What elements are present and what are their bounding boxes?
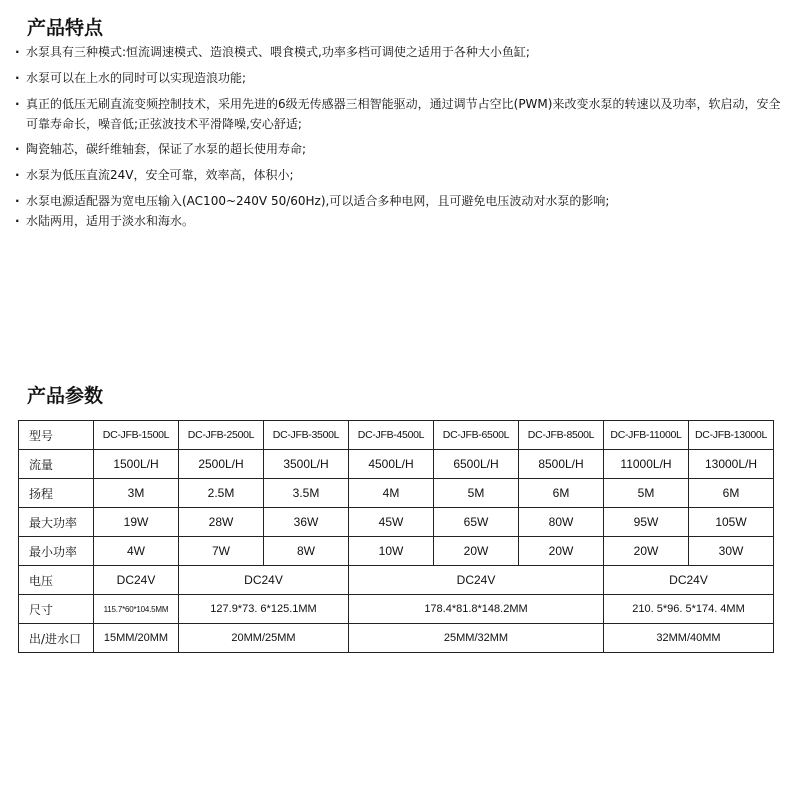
feature-item: · 陶瓷轴芯，碳纤维轴套，保证了水泵的超长使用寿命; (14, 139, 788, 159)
max-power-cell: 19W (94, 508, 179, 537)
model-cell: DC-JFB-2500L (179, 421, 264, 450)
size-cell: 115.7*60*104.5MM (94, 595, 179, 624)
flow-cell: 6500L/H (434, 450, 519, 479)
min-power-cell: 7W (179, 537, 264, 566)
port-cell: 15MM/20MM (94, 624, 179, 653)
row-voltage (19, 566, 774, 595)
row-min-power (19, 537, 774, 566)
label-min-power: 最小功率 (19, 537, 94, 566)
size-cell: 210. 5*96. 5*174. 4MM (604, 595, 774, 624)
max-power-cell: 105W (689, 508, 774, 537)
model-cell: DC-JFB-3500L (264, 421, 349, 450)
label-head: 扬程 (19, 479, 94, 508)
flow-cell: 2500L/H (179, 450, 264, 479)
voltage-cell: DC24V (179, 566, 349, 595)
label-max-power: 最大功率 (19, 508, 94, 537)
model-cell: DC-JFB-4500L (349, 421, 434, 450)
feature-item: · 水陆两用，适用于淡水和海水。 (14, 211, 788, 231)
model-cell: DC-JFB-11000L (604, 421, 689, 450)
max-power-cell: 95W (604, 508, 689, 537)
max-power-cell: 65W (434, 508, 519, 537)
feature-item: · 水泵为低压直流24V，安全可靠，效率高，体积小; (14, 165, 788, 185)
row-model (19, 421, 774, 450)
size-cell: 127.9*73. 6*125.1MM (179, 595, 349, 624)
row-flow (19, 450, 774, 479)
flow-cell: 4500L/H (349, 450, 434, 479)
port-cell: 20MM/25MM (179, 624, 349, 653)
port-cell: 32MM/40MM (604, 624, 774, 653)
voltage-cell: DC24V (94, 566, 179, 595)
row-max-power (19, 508, 774, 537)
head-cell: 6M (519, 479, 604, 508)
head-cell: 2.5M (179, 479, 264, 508)
head-cell: 4M (349, 479, 434, 508)
port-cell: 25MM/32MM (349, 624, 604, 653)
min-power-cell: 20W (604, 537, 689, 566)
min-power-cell: 10W (349, 537, 434, 566)
feature-item: · 水泵电源适配器为宽电压输入(AC100~240V 50/60Hz),可以适合多种电网，且可避免电压波动对水泵的影响; (14, 191, 788, 211)
feature-item: · 水泵可以在上水的同时可以实现造浪功能; (14, 68, 788, 88)
model-cell: DC-JFB-1500L (94, 421, 179, 450)
model-cell: DC-JFB-6500L (434, 421, 519, 450)
label-model: 型号 (19, 421, 94, 450)
head-cell: 5M (434, 479, 519, 508)
row-size (19, 595, 774, 624)
min-power-cell: 20W (434, 537, 519, 566)
model-cell: DC-JFB-8500L (519, 421, 604, 450)
head-cell: 5M (604, 479, 689, 508)
min-power-cell: 8W (264, 537, 349, 566)
flow-cell: 11000L/H (604, 450, 689, 479)
size-cell: 178.4*81.8*148.2MM (349, 595, 604, 624)
row-head (19, 479, 774, 508)
model-cell: DC-JFB-13000L (689, 421, 774, 450)
max-power-cell: 28W (179, 508, 264, 537)
label-voltage: 电压 (19, 566, 94, 595)
feature-item: · 真正的低压无刷直流变频控制技术，采用先进的6级无传感器三相智能驱动，通过调节占空比(PWM)来改变水泵的转速以及功率，软启动，安全可靠寿命长，噪音低;正弦波技术平滑降噪,安心舒适; (14, 94, 788, 134)
max-power-cell: 80W (519, 508, 604, 537)
min-power-cell: 20W (519, 537, 604, 566)
min-power-cell: 30W (689, 537, 774, 566)
row-port (19, 624, 774, 653)
params-table (18, 420, 774, 653)
label-size: 尺寸 (19, 595, 94, 624)
params-title: 产品参数 (27, 385, 104, 407)
flow-cell: 13000L/H (689, 450, 774, 479)
voltage-cell: DC24V (604, 566, 774, 595)
voltage-cell: DC24V (349, 566, 604, 595)
flow-cell: 1500L/H (94, 450, 179, 479)
features-title: 产品特点 (27, 17, 104, 39)
features-list (14, 42, 788, 231)
max-power-cell: 36W (264, 508, 349, 537)
head-cell: 3.5M (264, 479, 349, 508)
max-power-cell: 45W (349, 508, 434, 537)
min-power-cell: 4W (94, 537, 179, 566)
label-flow: 流量 (19, 450, 94, 479)
feature-item: · 水泵具有三种模式:恒流调速模式、造浪模式、喂食模式,功率多档可调使之适用于各种大小鱼缸; (14, 42, 788, 62)
label-port: 出/进水口 (19, 624, 94, 653)
flow-cell: 8500L/H (519, 450, 604, 479)
flow-cell: 3500L/H (264, 450, 349, 479)
head-cell: 3M (94, 479, 179, 508)
head-cell: 6M (689, 479, 774, 508)
